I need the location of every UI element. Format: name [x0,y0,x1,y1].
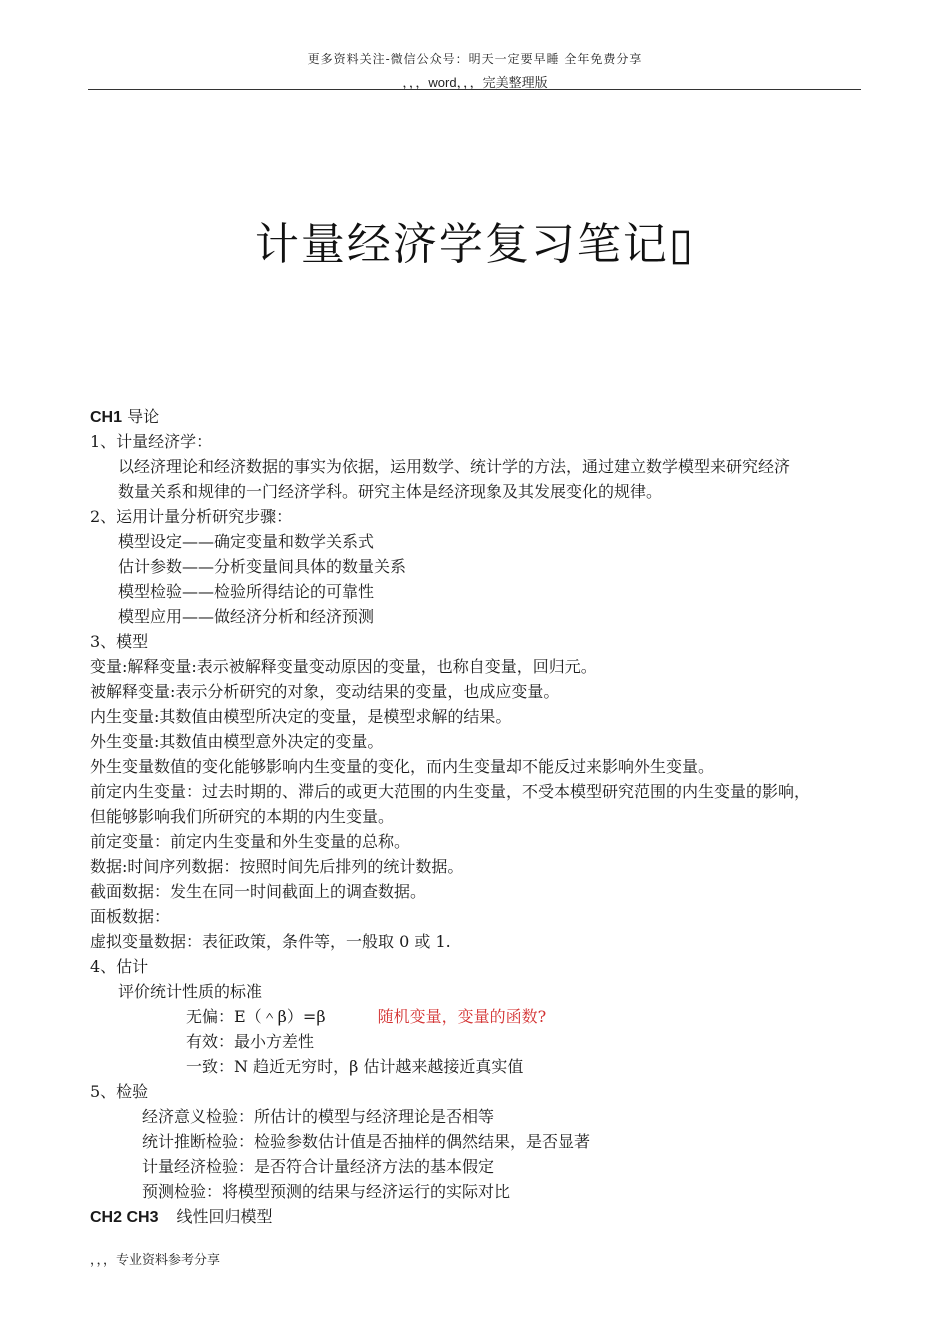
definition-line: 但能够影响我们所研究的本期的内生变量。 [90,807,395,826]
section-1-para-line: 以经济理论和经济数据的事实为依据，运用数学、统计学的方法，通过建立数学模型来研究经济 [118,457,791,476]
page-title [0,208,950,272]
criterion-consistent: 一致：N 趋近无穷时，β 估计越来越接近真实值 [186,1057,524,1076]
chapter-2-3-label: CH2 CH3 [90,1209,159,1226]
definition-line: 虚拟变量数据：表征政策，条件等，一般取 0 或 1. [90,932,451,951]
step-item: 模型设定——确定变量和数学关系式 [118,532,375,551]
section-1-para-line: 数量关系和规律的一门经济学科。研究主体是经济现象及其发展变化的规律。 [118,482,663,501]
definition-line: 面板数据： [90,907,171,926]
definition-line: 外生变量:其数值由模型意外决定的变量。 [90,732,384,751]
definition-line: 前定内生变量：过去时期的、滞后的或更大范围的内生变量，不受本模型研究范围的内生变量的影响， [90,782,811,801]
section-5-heading: 5、检验 [90,1082,149,1101]
page-title-text: 计量经济学复习笔记 [254,219,669,270]
definition-line: 变量:解释变量:表示被解释变量变动原因的变量，也称自变量，回归元。 [90,657,597,676]
definition-line: 内生变量:其数值由模型所决定的变量，是模型求解的结果。 [90,707,512,726]
chapter-1-name: 导论 [122,407,160,426]
criterion-efficient: 有效：最小方差性 [186,1032,315,1051]
section-1-heading: 1、计量经济学： [90,432,213,451]
section-2-heading: 2、运用计量分析研究步骤： [90,507,293,526]
test-item: 经济意义检验：所估计的模型与经济理论是否相等 [142,1107,495,1126]
unbiased-text: 无偏：E（＾β）=β [186,1007,326,1026]
step-item: 模型应用——做经济分析和经济预测 [118,607,375,626]
test-item: 统计推断检验：检验参数估计值是否抽样的偶然结果，是否显著 [142,1132,591,1151]
step-item: 模型检验——检验所得结论的可靠性 [118,582,375,601]
section-4-heading: 4、估计 [90,957,149,976]
chapter-2-3-heading [90,1207,272,1228]
header-word: word [428,75,457,90]
header-notice: 更多资料关注-微信公众号：明天一定要早睡 全年免费分享 [307,52,643,66]
chapter-1-label: CH1 [90,409,123,426]
definition-line: 前定变量：前定内生变量和外生变量的总称。 [90,832,411,851]
step-item: 估计参数——分析变量间具体的数量关系 [118,557,407,576]
criteria-subheading: 评价统计性质的标准 [118,982,263,1001]
chapter-1-heading [90,407,159,428]
page-footer: ，，，专业资料参考分享 [90,1253,221,1268]
title-missing-glyph: ▯ [668,219,696,270]
definition-line: 外生变量数值的变化能够影响内生变量的变化，而内生变量却不能反过来影响外生变量。 [90,757,715,776]
definition-line: 截面数据：发生在同一时间截面上的调查数据。 [90,882,427,901]
chapter-2-3-name: 线性回归模型 [176,1207,273,1226]
header-rule [88,89,861,90]
definition-line: 被解释变量:表示分析研究的对象，变动结果的变量，也成应变量。 [90,682,560,701]
test-item: 计量经济检验：是否符合计量经济方法的基本假定 [142,1157,495,1176]
section-3-heading: 3、模型 [90,632,149,651]
header-prefix: ，，， [402,76,429,91]
header-suffix: ，，，完美整理版 [456,76,548,91]
test-item: 预测检验：将模型预测的结果与经济运行的实际对比 [142,1182,511,1201]
definition-line: 数据:时间序列数据：按照时间先后排列的统计数据。 [90,857,464,876]
criterion-unbiased [186,1007,546,1027]
red-note: 随机变量，变量的函数? [377,1007,547,1026]
